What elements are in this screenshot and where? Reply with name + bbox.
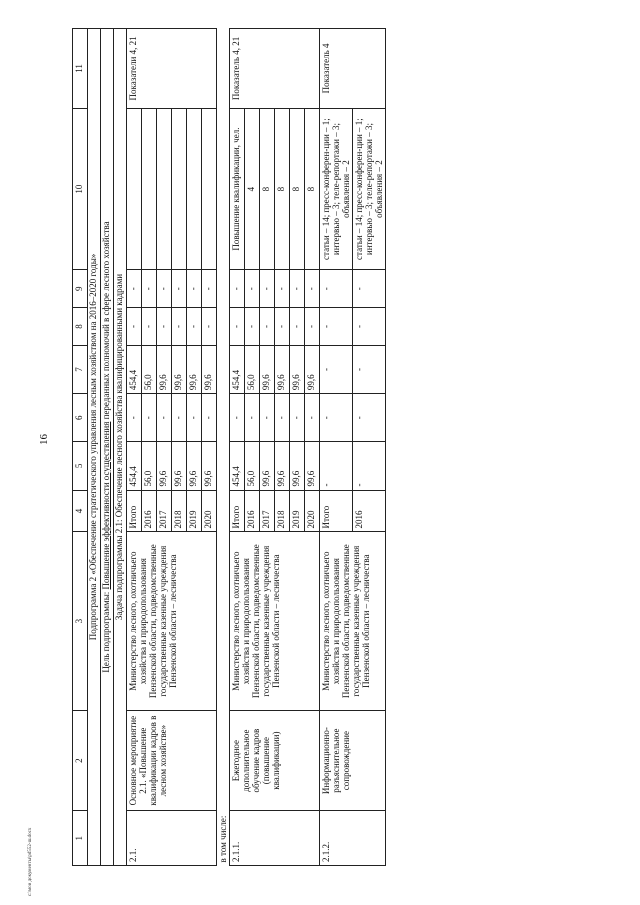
total-funding: 454,4	[230, 442, 245, 490]
subprogram-task: Задача подпрограммы 2.1: Обеспечение лесного хозяйства квалифицированными кадрами	[114, 29, 127, 866]
total-funding: 99,6	[187, 442, 202, 490]
other-funding: -	[202, 270, 217, 308]
total-funding: 99,6	[275, 442, 290, 490]
local-funding: -	[353, 308, 386, 346]
total-funding: 99,6	[290, 442, 305, 490]
col-header: 4	[73, 490, 88, 532]
result-indicator	[142, 108, 157, 270]
local-funding: -	[157, 308, 172, 346]
local-funding: -	[305, 308, 320, 346]
total-funding: 99,6	[157, 442, 172, 490]
total-funding: 99,6	[260, 442, 275, 490]
total-funding: 99,6	[172, 442, 187, 490]
executor: Министерство лесного, охотничьего хозяйства и природопользования Пензенской области, подведомственные государственные казенные учреждения Пензенской области – лесничества	[320, 532, 386, 710]
federal-funding: -	[127, 394, 142, 442]
col-header: 11	[73, 29, 88, 109]
federal-funding: -	[245, 394, 260, 442]
regional-funding: 99,6	[275, 345, 290, 393]
other-funding: -	[157, 270, 172, 308]
federal-funding: -	[320, 394, 353, 442]
header-row	[73, 29, 88, 866]
total-funding: 99,6	[305, 442, 320, 490]
other-funding: -	[275, 270, 290, 308]
regional-funding: -	[353, 345, 386, 393]
federal-funding: -	[157, 394, 172, 442]
year-cell: 2019	[187, 490, 202, 532]
regional-funding: 99,6	[290, 345, 305, 393]
other-funding: -	[353, 270, 386, 308]
col-header: 2	[73, 710, 88, 811]
result-indicator: 8	[260, 108, 275, 270]
other-funding: -	[230, 270, 245, 308]
indicator-ref: Показатель 4	[320, 29, 386, 109]
executor: Министерство лесного, охотничьего хозяйства и природопользования Пензенской области, подведомственные государственные казенные учреждения Пензенской области – лесничества	[127, 532, 217, 710]
activities-table	[72, 28, 386, 866]
subprogram-title: Подпрограмма 2 «Обеспечение стратегического управления лесным хозяйством на 2016–2020 годы»	[88, 29, 101, 866]
year-cell: 2020	[202, 490, 217, 532]
federal-funding: -	[260, 394, 275, 442]
year-cell: 2019	[290, 490, 305, 532]
year-cell: 2018	[275, 490, 290, 532]
regional-funding: 454,4	[230, 345, 245, 393]
regional-funding: 99,6	[187, 345, 202, 393]
local-funding: -	[260, 308, 275, 346]
year-cell: Итого	[320, 490, 353, 532]
regional-funding: -	[320, 345, 353, 393]
federal-funding: -	[353, 394, 386, 442]
result-indicator: 8	[290, 108, 305, 270]
year-cell: Итого	[230, 490, 245, 532]
result-indicator	[127, 108, 142, 270]
federal-funding: -	[187, 394, 202, 442]
goal-prefix: Цель подпрограммы:	[101, 589, 111, 673]
col-header: 3	[73, 532, 88, 710]
col-header: 9	[73, 270, 88, 308]
regional-funding: 56,0	[142, 345, 157, 393]
year-cell: Итого	[127, 490, 142, 532]
local-funding: -	[290, 308, 305, 346]
table-row	[230, 29, 245, 866]
indicator-ref: Показатели 4, 21	[127, 29, 217, 109]
row-number: 2.1.2.	[320, 811, 386, 866]
year-cell: 2017	[157, 490, 172, 532]
col-header: 5	[73, 442, 88, 490]
local-funding: -	[187, 308, 202, 346]
result-indicator	[187, 108, 202, 270]
year-cell: 2016	[353, 490, 386, 532]
footer-path: c:\мои документы\рd552-ш.docx	[28, 827, 33, 896]
year-cell: 2016	[142, 490, 157, 532]
federal-funding: -	[275, 394, 290, 442]
result-indicator	[157, 108, 172, 270]
result-indicator: статьи – 14; пресс-конферен-ции – 1; интервью – 3; теле-репортажи – 3; объявления – 2	[353, 108, 386, 270]
total-funding: 56,0	[245, 442, 260, 490]
federal-funding: -	[290, 394, 305, 442]
page-number: 16	[38, 434, 50, 445]
activity-name: Информационно-разъяснительное сопровождение	[320, 710, 386, 811]
local-funding: -	[172, 308, 187, 346]
col-header: 6	[73, 394, 88, 442]
regional-funding: 56,0	[245, 345, 260, 393]
row-number: 2.1.	[127, 811, 217, 866]
federal-funding: -	[305, 394, 320, 442]
federal-funding: -	[172, 394, 187, 442]
regional-funding: 99,6	[172, 345, 187, 393]
col-header: 7	[73, 345, 88, 393]
other-funding: -	[187, 270, 202, 308]
regional-funding: 99,6	[305, 345, 320, 393]
col-header: 10	[73, 108, 88, 270]
other-funding: -	[142, 270, 157, 308]
activity-name: Основное мероприятие 2.1. «Повышение квалификации кадров в лесном хозяйстве»	[127, 710, 217, 811]
rotated-table-page	[72, 28, 604, 866]
goal-rest: переданных полномочий в сфере лесного хозяйства	[101, 221, 111, 422]
result-indicator	[172, 108, 187, 270]
other-funding: -	[290, 270, 305, 308]
total-funding: 56,0	[142, 442, 157, 490]
result-indicator: 4	[245, 108, 260, 270]
year-cell: 2018	[172, 490, 187, 532]
col-header: 8	[73, 308, 88, 346]
year-cell: 2020	[305, 490, 320, 532]
local-funding: -	[202, 308, 217, 346]
regional-funding: 454,4	[127, 345, 142, 393]
total-funding: 99,6	[202, 442, 217, 490]
other-funding: -	[320, 270, 353, 308]
local-funding: -	[127, 308, 142, 346]
other-funding: -	[305, 270, 320, 308]
federal-funding: -	[142, 394, 157, 442]
table-row	[127, 29, 142, 866]
indicator-ref: Показатель 4, 21	[230, 29, 320, 109]
other-funding: -	[127, 270, 142, 308]
result-indicator: статьи – 14; пресс-конферен-ции – 1; интервью – 3; теле-репортажи – 3; объявления – 2	[320, 108, 353, 270]
executor: Министерство лесного, охотничьего хозяйства и природопользования Пензенской области, подведомственные государственные казенные учреждения Пензенской области – лесничества	[230, 532, 320, 710]
local-funding: -	[245, 308, 260, 346]
year-cell: 2016	[245, 490, 260, 532]
result-indicator: 8	[305, 108, 320, 270]
col-header: 1	[73, 811, 88, 866]
row-number: 2.1.1.	[230, 811, 320, 866]
table-row	[320, 29, 353, 866]
result-indicator: Повышение квалификации, чел.	[230, 108, 245, 270]
federal-funding: -	[202, 394, 217, 442]
including-label: в том числе:	[217, 29, 230, 866]
local-funding: -	[275, 308, 290, 346]
other-funding: -	[172, 270, 187, 308]
total-funding: -	[320, 442, 353, 490]
local-funding: -	[230, 308, 245, 346]
local-funding: -	[320, 308, 353, 346]
result-indicator	[202, 108, 217, 270]
year-cell: 2017	[260, 490, 275, 532]
activity-name: Ежегодное дополнительное обучение кадров (повышение квалификации)	[230, 710, 320, 811]
other-funding: -	[260, 270, 275, 308]
local-funding: -	[142, 308, 157, 346]
other-funding: -	[245, 270, 260, 308]
result-indicator: 8	[275, 108, 290, 270]
subprogram-goal	[101, 29, 114, 866]
goal-underlined: Повышение эффективности осуществления	[101, 421, 111, 590]
regional-funding: 99,6	[157, 345, 172, 393]
regional-funding: 99,6	[202, 345, 217, 393]
total-funding: 454,4	[127, 442, 142, 490]
total-funding: -	[353, 442, 386, 490]
federal-funding: -	[230, 394, 245, 442]
regional-funding: 99,6	[260, 345, 275, 393]
